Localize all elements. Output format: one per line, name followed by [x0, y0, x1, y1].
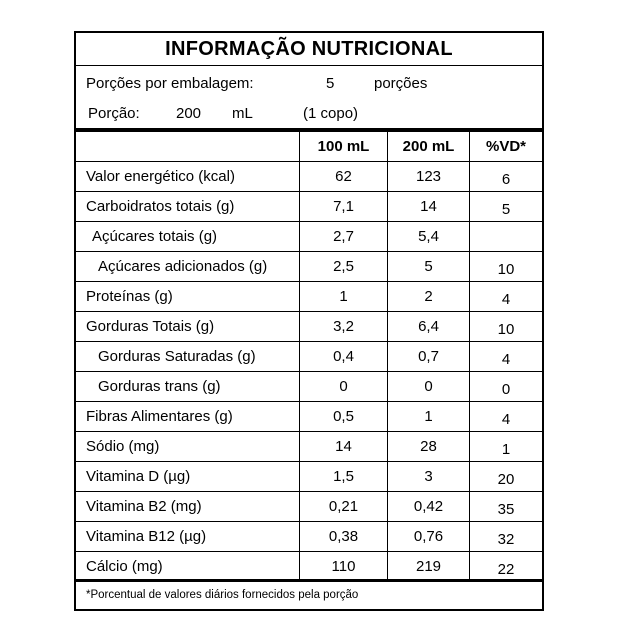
nutrient-name: Vitamina B12 (µg): [76, 522, 300, 552]
nutrient-name: Fibras Alimentares (g): [76, 402, 300, 432]
table-row: [76, 282, 542, 312]
value-vd: 5: [501, 201, 511, 218]
title-divider: [76, 65, 542, 66]
value-vd: 22: [497, 561, 515, 578]
nutrient-name: Açúcares totais (g): [76, 222, 300, 252]
value-200ml: 0,7: [388, 342, 470, 372]
nutrient-name: Açúcares adicionados (g): [76, 252, 300, 282]
value-100ml: 2,7: [300, 222, 388, 252]
nutrient-name: Sódio (mg): [76, 432, 300, 462]
value-200ml: 0,76: [388, 522, 470, 552]
value-100ml: 14: [300, 432, 388, 462]
header-vd: %VD*: [485, 138, 526, 155]
value-100ml: 0,21: [300, 492, 388, 522]
value-vd: 35: [497, 501, 515, 518]
table-row: [76, 312, 542, 342]
value-200ml: 5: [388, 252, 470, 282]
value-200ml: 219: [388, 552, 470, 582]
value-200ml: 28: [388, 432, 470, 462]
table-row: [76, 522, 542, 552]
value-200ml: 6,4: [388, 312, 470, 342]
table-row: [76, 342, 542, 372]
value-vd: 4: [501, 291, 511, 308]
nutrient-name: Gorduras trans (g): [76, 372, 300, 402]
nutrient-name: Carboidratos totais (g): [76, 192, 300, 222]
value-200ml: 14: [388, 192, 470, 222]
nutrient-name: Gorduras Totais (g): [76, 312, 300, 342]
nutrient-name: Gorduras Saturadas (g): [76, 342, 300, 372]
value-200ml: 0,42: [388, 492, 470, 522]
value-vd: 0: [501, 381, 511, 398]
header-nutrient: [76, 132, 300, 162]
table-row: [76, 432, 542, 462]
value-100ml: 110: [300, 552, 388, 582]
value-vd: 32: [497, 531, 515, 548]
value-100ml: 0: [300, 372, 388, 402]
footnote: *Porcentual de valores diários fornecidos pela porção: [86, 589, 359, 601]
value-vd: 4: [501, 411, 511, 428]
table-row: [76, 552, 542, 582]
value-100ml: 1: [300, 282, 388, 312]
value-100ml: 2,5: [300, 252, 388, 282]
nutrient-name: Cálcio (mg): [76, 552, 300, 582]
value-vd: 10: [497, 261, 515, 278]
servings-per-package-value: 5: [326, 75, 335, 92]
header-200ml: 200 mL: [388, 132, 470, 162]
label-title: INFORMAÇÃO NUTRICIONAL: [165, 38, 453, 60]
value-100ml: 62: [300, 162, 388, 192]
value-200ml: 3: [388, 462, 470, 492]
value-100ml: 3,2: [300, 312, 388, 342]
value-200ml: 1: [388, 402, 470, 432]
value-100ml: 7,1: [300, 192, 388, 222]
value-vd: 20: [497, 471, 515, 488]
table-row: [76, 462, 542, 492]
value-100ml: 0,38: [300, 522, 388, 552]
table-row: [76, 252, 542, 282]
value-vd: 10: [497, 321, 515, 338]
portion-note: (1 copo): [303, 105, 359, 122]
value-200ml: 5,4: [388, 222, 470, 252]
nutrient-name: Vitamina B2 (mg): [76, 492, 300, 522]
header-100ml: 100 mL: [300, 132, 388, 162]
table-header-row: [76, 132, 542, 162]
value-vd: 6: [501, 171, 511, 188]
value-200ml: 123: [388, 162, 470, 192]
value-200ml: 0: [388, 372, 470, 402]
nutrition-facts-label: [74, 31, 544, 611]
table-row: [76, 222, 542, 252]
nutrient-name: Valor energético (kcal): [76, 162, 300, 192]
servings-per-package-unit: porções: [374, 75, 428, 92]
value-200ml: 2: [388, 282, 470, 312]
servings-per-package: [86, 75, 428, 92]
value-vd: 1: [501, 441, 511, 458]
table-row: [76, 192, 542, 222]
nutrient-name: Vitamina D (µg): [76, 462, 300, 492]
value-100ml: 1,5: [300, 462, 388, 492]
portion-value: 200: [176, 105, 202, 122]
portion-unit: mL: [232, 105, 253, 122]
table-row: [76, 372, 542, 402]
value-vd: 4: [501, 351, 511, 368]
nutrient-name: Proteínas (g): [76, 282, 300, 312]
value-100ml: 0,4: [300, 342, 388, 372]
portion-label: Porção:: [88, 105, 140, 122]
table-row: [76, 162, 542, 192]
table-row: [76, 402, 542, 432]
value-100ml: 0,5: [300, 402, 388, 432]
servings-per-package-label: Porções por embalagem:: [86, 75, 254, 92]
value-vd: [470, 222, 542, 252]
table-row: [76, 492, 542, 522]
